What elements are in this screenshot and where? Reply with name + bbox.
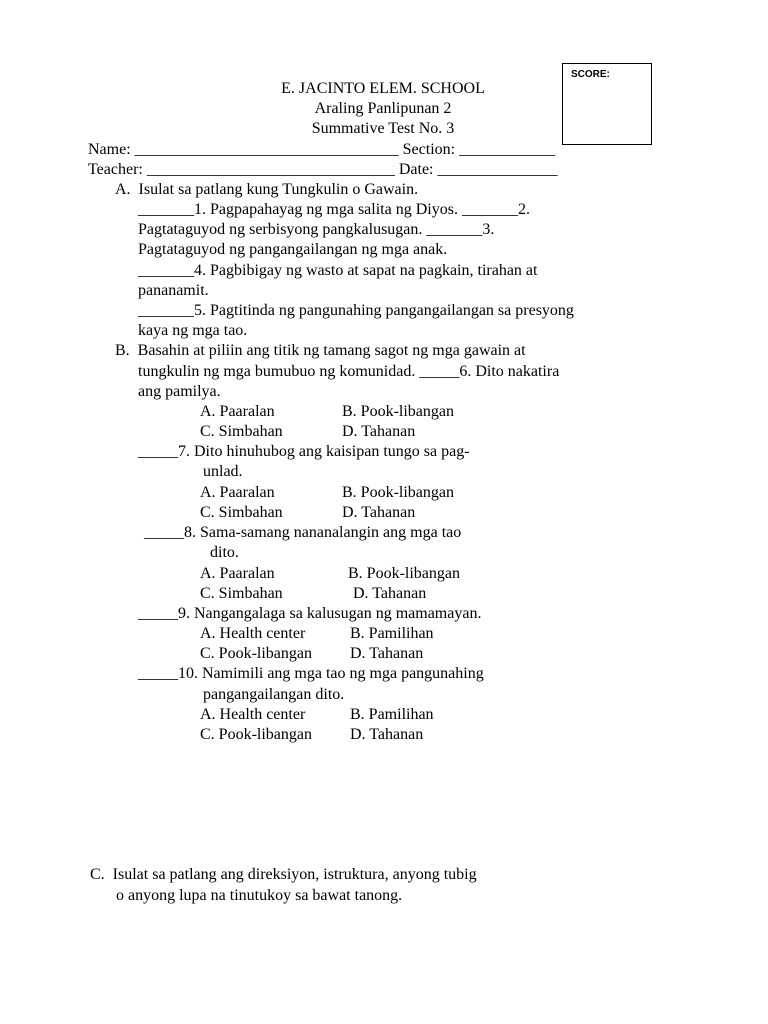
teacher-date-line: Teacher: _______________________________ Date: _______________ — [88, 161, 558, 178]
q9-choice-c: C. Pook-libangan — [200, 645, 312, 662]
q8-choice-c: C. Simbahan — [200, 585, 283, 602]
q10-choice-d: D. Tahanan — [350, 726, 424, 743]
q6-choice-a: A. Paaralan — [200, 403, 275, 420]
q7-choice-a: A. Paaralan — [200, 484, 275, 501]
part-a-line-1: _______1. Pagpapahayag ng mga salita ng Diyos. _______2. — [138, 201, 530, 218]
test-title: Summative Test No. 3 — [311, 120, 455, 137]
q9-choice-a: A. Health center — [200, 625, 306, 642]
q10-text: _____10. Namimili ang mga tao ng mga pangunahing — [138, 665, 484, 682]
part-c-instruction-1: C. Isulat sa patlang ang direksiyon, istruktura, anyong tubig — [90, 866, 477, 883]
q7-text: _____7. Dito hinuhubog ang kaisipan tungo sa pag- — [138, 443, 470, 460]
part-a-line-3: Pagtataguyod ng pangangailangan ng mga anak. — [138, 241, 448, 258]
q7-choice-c: C. Simbahan — [200, 504, 283, 521]
subject-title: Araling Panlipunan 2 — [314, 100, 452, 117]
part-a-line-4: _______4. Pagbibigay ng wasto at sapat na pagkain, tirahan at — [138, 262, 538, 279]
q9-text: _____9. Nangangalaga sa kalusugan ng mamamayan. — [138, 605, 482, 622]
part-c-instruction-2: o anyong lupa na tinutukoy sa bawat tanong. — [116, 887, 403, 904]
part-a-line-7: kaya ng mga tao. — [138, 322, 248, 339]
part-a-instruction: A. Isulat sa patlang kung Tungkulin o Gawain. — [115, 181, 419, 198]
q10-choice-c: C. Pook-libangan — [200, 726, 312, 743]
q8-choice-a: A. Paaralan — [200, 565, 275, 582]
part-b-instruction-2: tungkulin ng mga bumubuo ng komunidad. _____6. Dito nakatira — [138, 363, 560, 380]
q10-choice-a: A. Health center — [200, 706, 306, 723]
part-b-instruction-3: ang pamilya. — [138, 383, 221, 400]
part-a-line-6: _______5. Pagtitinda ng pangunahing pangangailangan sa presyong — [138, 302, 574, 319]
q8-choice-b: B. Pook-libangan — [348, 565, 460, 582]
q6-choice-c: C. Simbahan — [200, 423, 283, 440]
q6-choice-d: D. Tahanan — [342, 423, 416, 440]
q10-text-cont: pangangailangan dito. — [203, 686, 345, 703]
q7-text-cont: unlad. — [203, 463, 243, 480]
q9-choice-b: B. Pamilihan — [350, 625, 434, 642]
q7-choice-d: D. Tahanan — [342, 504, 416, 521]
q9-choice-d: D. Tahanan — [350, 645, 424, 662]
q6-choice-b: B. Pook-libangan — [342, 403, 454, 420]
part-b-instruction-1: B. Basahin at piliin ang titik ng tamang sagot ng mga gawain at — [115, 342, 526, 359]
name-section-line: Name: _________________________________ Section: ____________ — [88, 141, 556, 158]
q8-text: _____8. Sama-samang nananalangin ang mga tao — [144, 524, 462, 541]
q10-choice-b: B. Pamilihan — [350, 706, 434, 723]
school-name: E. JACINTO ELEM. SCHOOL — [281, 80, 485, 97]
q8-text-cont: dito. — [210, 544, 239, 561]
part-a-line-2: Pagtataguyod ng serbisyong pangkalusugan. _______3. — [138, 221, 495, 238]
q7-choice-b: B. Pook-libangan — [342, 484, 454, 501]
q8-choice-d: D. Tahanan — [353, 585, 427, 602]
part-a-line-5: pananamit. — [138, 282, 209, 299]
score-label: SCORE: — [571, 69, 610, 80]
